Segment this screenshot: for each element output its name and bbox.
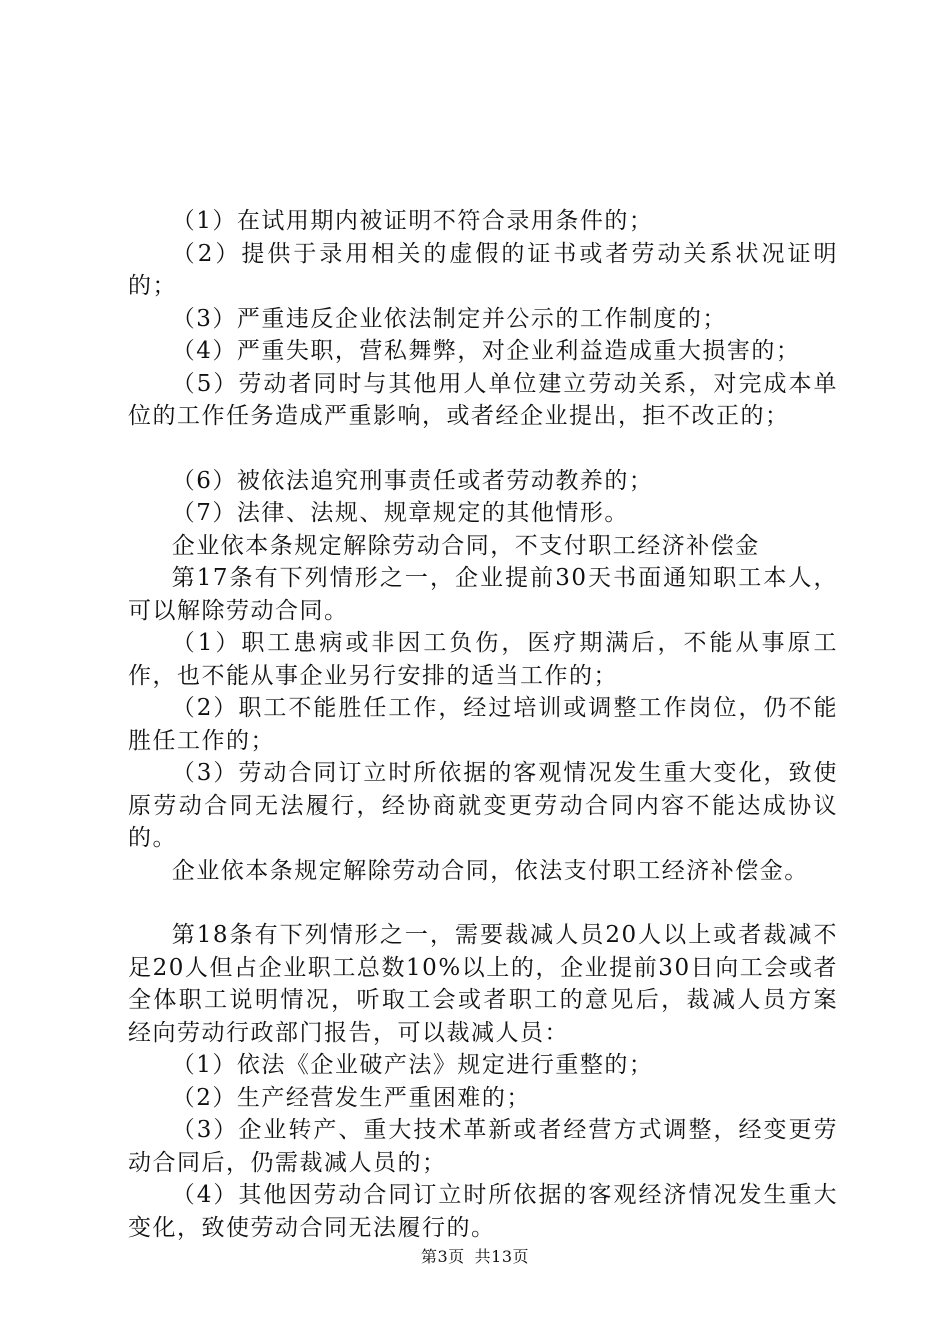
article-17-note-compensation: 企业依本条规定解除劳动合同，依法支付职工经济补偿金。 — [171, 857, 809, 884]
article-18-item-1: （1）依法《企业破产法》规定进行重整的； — [171, 1052, 654, 1078]
clause-item-7: （7）法律、法规、规章规定的其他情形。 — [171, 500, 629, 526]
clause-item-4: （4）严重失职，营私舞弊，对企业利益造成重大损害的； — [171, 338, 801, 364]
document-body — [128, 205, 838, 1244]
article-18-item-3: （3）企业转产、重大技术革新或者经营方式调整，经变更劳动合同后，仍需裁减人员的； — [128, 1117, 838, 1176]
article-17-item-1: （1）职工患病或非因工负伤，医疗期满后，不能从事原工作，也不能从事企业另行安排的适当工作的； — [128, 630, 838, 689]
article-17-item-2: （2）职工不能胜任工作，经过培训或调整工作岗位，仍不能胜任工作的； — [128, 695, 838, 754]
page-footer — [0, 1244, 950, 1267]
page-number: 第3页 — [420, 1247, 465, 1266]
clause-note-no-compensation: 企业依本条规定解除劳动合同，不支付职工经济补偿金 — [171, 532, 760, 559]
article-18-item-4: （4）其他因劳动合同订立时所依据的客观经济情况发生重大变化，致使劳动合同无法履行的。 — [128, 1182, 838, 1241]
clause-item-5: （5）劳动者同时与其他用人单位建立劳动关系，对完成本单位的工作任务造成严重影响，或者经企业提出，拒不改正的； — [128, 370, 838, 429]
clause-item-2: （2）提供于录用相关的虚假的证书或者劳动关系状况证明的； — [128, 240, 838, 299]
clause-item-3: （3）严重违反企业依法制定并公示的工作制度的； — [171, 305, 727, 332]
article-18-heading: 第18条有下列情形之一，需要裁减人员20人以上或者裁减不足20人但占企业职工总数10%以上的，企业提前30日向工会或者全体职工说明情况，听取工会或者职工的意见后，裁减人员方案经向劳动行政部门报告，可以裁减人员： — [128, 922, 838, 1046]
article-17-item-3: （3）劳动合同订立时所依据的客观情况发生重大变化，致使原劳动合同无法履行，经协商就变更劳动合同内容不能达成协议的。 — [128, 760, 838, 851]
clause-item-1: （1）在试用期内被证明不符合录用条件的； — [171, 208, 654, 234]
article-18-item-2: （2）生产经营发生严重困难的； — [171, 1084, 531, 1111]
page-total: 共13页 — [474, 1247, 530, 1266]
clause-item-6: （6）被依法追究刑事责任或者劳动教养的； — [171, 467, 654, 494]
article-17-heading: 第17条有下列情形之一，企业提前30天书面通知职工本人，可以解除劳动合同。 — [128, 565, 838, 624]
